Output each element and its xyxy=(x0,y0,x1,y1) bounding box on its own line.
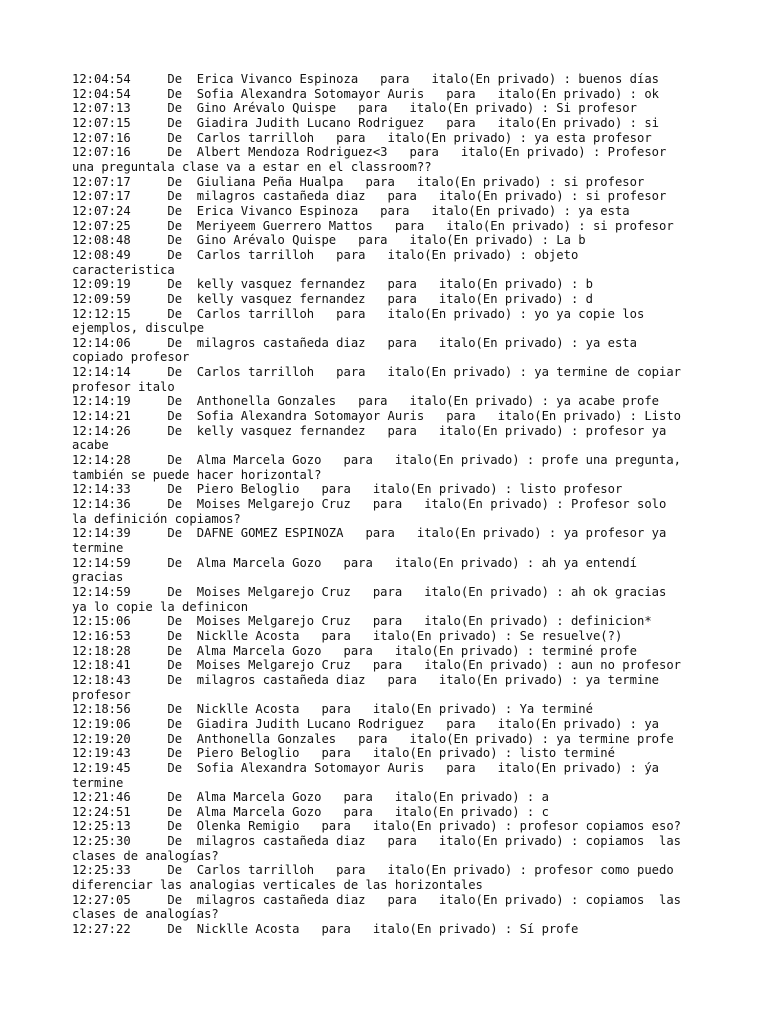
chat-log-line: 12:14:39 De DAFNE GOMEZ ESPINOZA para italo(En privado) : ya profesor ya xyxy=(72,526,667,541)
chat-log-line: 12:19:43 De Piero Beloglio para italo(En privado) : listo terminé xyxy=(72,746,615,761)
chat-log-line: 12:25:13 De Olenka Remigio para italo(En privado) : profesor copiamos eso? xyxy=(72,819,682,834)
chat-log-line: 12:14:19 De Anthonella Gonzales para italo(En privado) : ya acabe profe xyxy=(72,394,659,409)
chat-log-line: 12:19:45 De Sofia Alexandra Sotomayor Auris para italo(En privado) : ýa xyxy=(72,760,659,775)
chat-log-line: 12:14:36 De Moises Melgarejo Cruz para italo(En privado) : Profesor solo xyxy=(72,497,667,512)
chat-log-line: 12:14:59 De Alma Marcela Gozo para italo(En privado) : ah ya entendí xyxy=(72,555,637,570)
chat-log-line: 12:07:25 De Meriyeem Guerrero Mattos para italo(En privado) : si profesor xyxy=(72,218,674,233)
chat-log-line: clases de analogías? xyxy=(72,848,219,863)
chat-log-line: diferenciar las analogias verticales de las horizontales xyxy=(72,878,483,893)
chat-log-line: 12:14:21 De Sofia Alexandra Sotomayor Auris para italo(En privado) : Listo xyxy=(72,409,682,424)
chat-log-line: 12:19:06 De Giadira Judith Lucano Rodriguez para italo(En privado) : ya xyxy=(72,716,659,731)
chat-log-line: 12:25:33 De Carlos tarrilloh para italo(En privado) : profesor como puedo xyxy=(72,863,674,878)
chat-log-line: 12:14:06 De milagros castañeda diaz para italo(En privado) : ya esta xyxy=(72,335,637,350)
chat-log-line: 12:07:16 De Carlos tarrilloh para italo(En privado) : ya esta profesor xyxy=(72,130,652,145)
chat-log-line: 12:18:56 De Nicklle Acosta para italo(En privado) : Ya terminé xyxy=(72,702,593,717)
chat-log-line: 12:18:41 De Moises Melgarejo Cruz para italo(En privado) : aun no profesor xyxy=(72,658,682,673)
chat-log-line: también se puede hacer horizontal? xyxy=(72,467,322,482)
chat-log-line: caracteristica xyxy=(72,262,175,277)
chat-log-line: profesor xyxy=(72,687,131,702)
chat-log-line: 12:04:54 De Sofia Alexandra Sotomayor Auris para italo(En privado) : ok xyxy=(72,86,659,101)
chat-log-line: 12:27:22 De Nicklle Acosta para italo(En privado) : Sí profe xyxy=(72,922,579,937)
chat-log-line: 12:14:28 De Alma Marcela Gozo para italo(En privado) : profe una pregunta, xyxy=(72,453,682,468)
chat-log-line: 12:19:20 De Anthonella Gonzales para italo(En privado) : ya termine profe xyxy=(72,731,674,746)
chat-log-line: gracias xyxy=(72,570,124,585)
chat-log-line: 12:04:54 De Erica Vivanco Espinoza para italo(En privado) : buenos días xyxy=(72,72,659,86)
chat-log-line: 12:27:05 De milagros castañeda diaz para italo(En privado) : copiamos las xyxy=(72,892,682,907)
chat-log-line: 12:09:19 De kelly vasquez fernandez para italo(En privado) : b xyxy=(72,277,593,292)
chat-log-line: la definición copiamos? xyxy=(72,511,241,526)
chat-log-line: 12:08:48 De Gino Arévalo Quispe para italo(En privado) : La b xyxy=(72,233,586,248)
chat-log-line: 12:07:16 De Albert Mendoza Rodriguez<3 para italo(En privado) : Profesor xyxy=(72,145,667,160)
chat-log-line: 12:25:30 De milagros castañeda diaz para italo(En privado) : copiamos las xyxy=(72,834,682,849)
chat-log-line: 12:18:28 De Alma Marcela Gozo para italo(En privado) : terminé profe xyxy=(72,643,637,658)
chat-log-line: 12:24:51 De Alma Marcela Gozo para italo(En privado) : c xyxy=(72,804,549,819)
chat-log-line: 12:21:46 De Alma Marcela Gozo para italo(En privado) : a xyxy=(72,790,549,805)
chat-log-line: clases de analogías? xyxy=(72,907,219,922)
chat-log-line: copiado profesor xyxy=(72,350,190,365)
chat-log-line: 12:16:53 De Nicklle Acosta para italo(En privado) : Se resuelve(?) xyxy=(72,628,623,643)
chat-log-line: ejemplos, disculpe xyxy=(72,321,205,336)
chat-log-line: 12:07:13 De Gino Arévalo Quispe para italo(En privado) : Si profesor xyxy=(72,101,637,116)
chat-log-line: 12:12:15 De Carlos tarrilloh para italo(En privado) : yo ya copie los xyxy=(72,306,645,321)
chat-log-line: termine xyxy=(72,541,124,555)
chat-log-line: 12:09:59 De kelly vasquez fernandez para italo(En privado) : d xyxy=(72,291,593,306)
chat-log-line: 12:07:17 De Giuliana Peña Hualpa para italo(En privado) : si profesor xyxy=(72,174,645,189)
chat-log-line: una preguntala clase va a estar en el classroom?? xyxy=(72,159,432,174)
chat-log xyxy=(72,72,702,937)
chat-log-line: 12:18:43 De milagros castañeda diaz para italo(En privado) : ya termine xyxy=(72,672,659,687)
chat-log-line: 12:14:14 De Carlos tarrilloh para italo(En privado) : ya termine de copiar xyxy=(72,365,682,380)
chat-log-line: 12:14:33 De Piero Beloglio para italo(En privado) : listo profesor xyxy=(72,482,623,497)
chat-log-line: termine xyxy=(72,775,124,790)
chat-log-line: 12:07:17 De milagros castañeda diaz para italo(En privado) : si profesor xyxy=(72,189,667,204)
chat-log-line: 12:14:59 De Moises Melgarejo Cruz para italo(En privado) : ah ok gracias xyxy=(72,584,667,599)
chat-log-line: ya lo copie la definicon xyxy=(72,599,249,614)
chat-log-line: 12:07:15 De Giadira Judith Lucano Rodriguez para italo(En privado) : si xyxy=(72,115,659,130)
chat-log-line: acabe xyxy=(72,438,109,453)
chat-log-line: 12:14:26 De kelly vasquez fernandez para italo(En privado) : profesor ya xyxy=(72,423,667,438)
chat-log-line: 12:15:06 De Moises Melgarejo Cruz para italo(En privado) : definicion* xyxy=(72,614,652,629)
chat-log-line: 12:08:49 De Carlos tarrilloh para italo(En privado) : objeto xyxy=(72,247,579,262)
chat-log-line: 12:07:24 De Erica Vivanco Espinoza para italo(En privado) : ya esta xyxy=(72,203,630,218)
chat-log-line: profesor italo xyxy=(72,379,175,394)
